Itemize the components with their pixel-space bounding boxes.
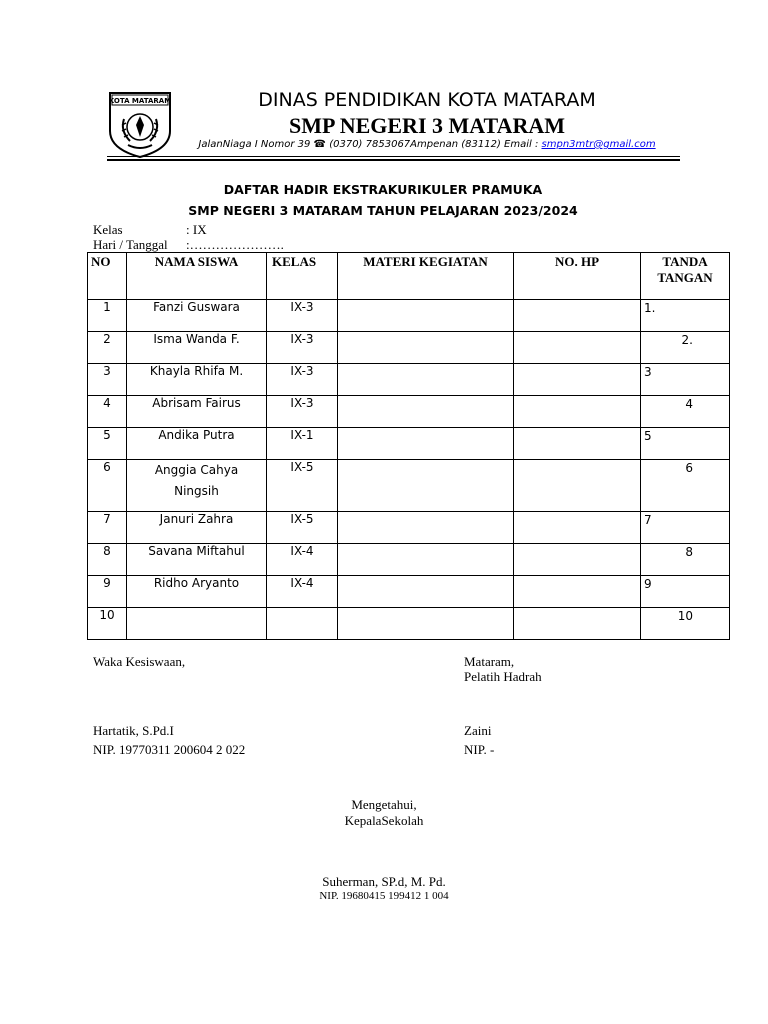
cell-signature[interactable]: 5 bbox=[641, 428, 730, 460]
pelatih-role: Pelatih Hadrah bbox=[464, 669, 542, 684]
letterhead-divider-thick bbox=[107, 159, 680, 161]
cell-materi[interactable] bbox=[338, 332, 514, 364]
cell-no: 5 bbox=[88, 428, 127, 460]
cell-materi[interactable] bbox=[338, 512, 514, 544]
header-kelas: KELAS bbox=[267, 253, 338, 300]
cell-hp[interactable] bbox=[514, 544, 641, 576]
header-nama: NAMA SISWA bbox=[127, 253, 267, 300]
cell-no: 2 bbox=[88, 332, 127, 364]
header-tanda-line1: TANDA bbox=[662, 254, 708, 269]
mengetahui-label: Mengetahui, bbox=[351, 797, 417, 812]
table-row bbox=[88, 576, 730, 608]
waka-nip: NIP. 19770311 200604 2 022 bbox=[93, 742, 246, 757]
table-header-row bbox=[88, 253, 730, 300]
cell-signature[interactable]: 8 bbox=[641, 544, 730, 576]
cell-kelas: IX-3 bbox=[267, 364, 338, 396]
cell-nama-line2: Ningsih bbox=[174, 484, 219, 498]
cell-materi[interactable] bbox=[338, 300, 514, 332]
table-row bbox=[88, 512, 730, 544]
kepala-role: KepalaSekolah bbox=[344, 813, 424, 828]
cell-no: 7 bbox=[88, 512, 127, 544]
cell-signature[interactable]: 7 bbox=[641, 512, 730, 544]
cell-hp[interactable] bbox=[514, 300, 641, 332]
cell-nama: Fanzi Guswara bbox=[127, 300, 267, 332]
cell-nama[interactable] bbox=[127, 608, 267, 640]
cell-kelas: IX-4 bbox=[267, 576, 338, 608]
school-name: SMP NEGERI 3 MATARAM bbox=[288, 113, 565, 138]
cell-materi[interactable] bbox=[338, 364, 514, 396]
pelatih-name: Zaini bbox=[464, 723, 492, 738]
header-no: NO bbox=[88, 253, 127, 300]
cell-hp[interactable] bbox=[514, 608, 641, 640]
logo-text: KOTA MATARAM bbox=[108, 97, 172, 105]
table-row bbox=[88, 428, 730, 460]
cell-signature[interactable]: 4 bbox=[641, 396, 730, 428]
cell-kelas: IX-5 bbox=[267, 460, 338, 512]
cell-nama-line1: Anggia Cahya bbox=[154, 463, 239, 477]
cell-nama bbox=[127, 460, 267, 512]
school-logo bbox=[106, 91, 174, 159]
header-tanda-line2: TANGAN bbox=[657, 270, 713, 285]
kelas-value: : IX bbox=[186, 222, 207, 237]
address-phone: (0370) 7853067Ampenan (83112) Email : bbox=[329, 139, 539, 150]
hari-label: Hari / Tanggal bbox=[93, 237, 168, 252]
table-row bbox=[88, 364, 730, 396]
cell-signature[interactable]: 9 bbox=[641, 576, 730, 608]
waka-label: Waka Kesiswaan, bbox=[93, 654, 186, 669]
cell-signature[interactable]: 10 bbox=[641, 608, 730, 640]
address-street: JalanNiaga I Nomor 39 bbox=[198, 139, 311, 150]
kepala-name: Suherman, SP.d, M. Pd. bbox=[322, 874, 446, 889]
cell-nama: Khayla Rhifa M. bbox=[127, 364, 267, 396]
cell-materi[interactable] bbox=[338, 396, 514, 428]
table-row bbox=[88, 332, 730, 364]
cell-no: 1 bbox=[88, 300, 127, 332]
cell-nama: Januri Zahra bbox=[127, 512, 267, 544]
cell-hp[interactable] bbox=[514, 576, 641, 608]
table-row bbox=[88, 544, 730, 576]
place-label: Mataram, bbox=[464, 654, 515, 669]
header-hp: NO. HP bbox=[514, 253, 641, 300]
cell-kelas: IX-3 bbox=[267, 396, 338, 428]
cell-hp[interactable] bbox=[514, 512, 641, 544]
agency-name: DINAS PENDIDIKAN KOTA MATARAM bbox=[258, 89, 596, 111]
waka-name: Hartatik, S.Pd.I bbox=[93, 723, 174, 738]
document-subtitle: SMP NEGERI 3 MATARAM TAHUN PELAJARAN 2023/2024 bbox=[188, 203, 578, 218]
kelas-label: Kelas bbox=[93, 222, 123, 237]
kepala-nip: NIP. 19680415 199412 1 004 bbox=[319, 890, 449, 902]
school-address bbox=[190, 139, 664, 150]
cell-materi[interactable] bbox=[338, 460, 514, 512]
cell-no: 3 bbox=[88, 364, 127, 396]
email-link[interactable]: smpn3mtr@gmail.com bbox=[541, 139, 656, 150]
hari-value: :…………………. bbox=[186, 237, 284, 252]
cell-nama: Isma Wanda F. bbox=[127, 332, 267, 364]
cell-no: 10 bbox=[88, 608, 127, 640]
cell-materi[interactable] bbox=[338, 428, 514, 460]
cell-hp[interactable] bbox=[514, 460, 641, 512]
table-row bbox=[88, 300, 730, 332]
header-materi: MATERI KEGIATAN bbox=[338, 253, 514, 300]
cell-kelas: IX-3 bbox=[267, 300, 338, 332]
document-title: DAFTAR HADIR EKSTRAKURIKULER PRAMUKA bbox=[223, 182, 543, 197]
cell-nama: Andika Putra bbox=[127, 428, 267, 460]
attendance-table bbox=[87, 252, 730, 640]
cell-kelas: IX-5 bbox=[267, 512, 338, 544]
cell-nama: Abrisam Fairus bbox=[127, 396, 267, 428]
table-row bbox=[88, 396, 730, 428]
cell-materi[interactable] bbox=[338, 608, 514, 640]
cell-materi[interactable] bbox=[338, 544, 514, 576]
table-row bbox=[88, 460, 730, 512]
cell-hp[interactable] bbox=[514, 428, 641, 460]
pelatih-nip: NIP. - bbox=[464, 742, 495, 757]
cell-nama: Savana Miftahul bbox=[127, 544, 267, 576]
cell-no: 9 bbox=[88, 576, 127, 608]
cell-nama: Ridho Aryanto bbox=[127, 576, 267, 608]
phone-icon: ☎ bbox=[313, 139, 327, 150]
cell-signature[interactable]: 2. bbox=[641, 332, 730, 364]
cell-kelas: IX-4 bbox=[267, 544, 338, 576]
letterhead-divider bbox=[107, 156, 680, 157]
cell-kelas: IX-3 bbox=[267, 332, 338, 364]
cell-signature[interactable]: 3 bbox=[641, 364, 730, 396]
cell-no: 8 bbox=[88, 544, 127, 576]
cell-kelas[interactable] bbox=[267, 608, 338, 640]
cell-materi[interactable] bbox=[338, 576, 514, 608]
cell-signature[interactable]: 1. bbox=[641, 300, 730, 332]
header-tanda bbox=[641, 253, 730, 300]
cell-no: 4 bbox=[88, 396, 127, 428]
cell-hp[interactable] bbox=[514, 364, 641, 396]
cell-no: 6 bbox=[88, 460, 127, 512]
cell-kelas: IX-1 bbox=[267, 428, 338, 460]
cell-signature[interactable]: 6 bbox=[641, 460, 730, 512]
cell-hp[interactable] bbox=[514, 332, 641, 364]
table-row bbox=[88, 608, 730, 640]
cell-hp[interactable] bbox=[514, 396, 641, 428]
